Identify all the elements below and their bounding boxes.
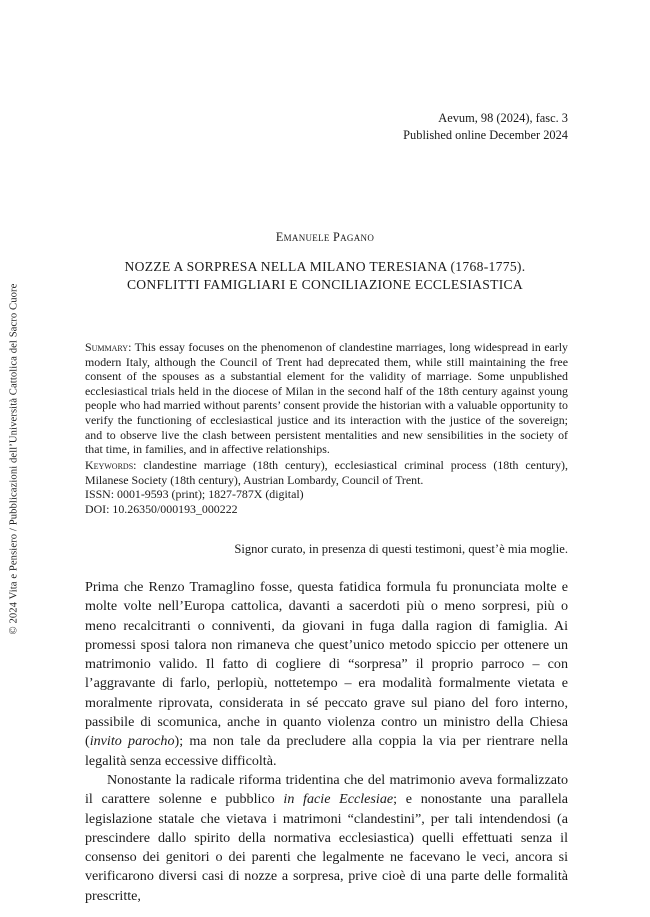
keywords-label: Keywords: <box>85 458 137 472</box>
keywords-section <box>85 458 568 516</box>
paragraph-1-text-a: Prima che Renzo Tramaglino fosse, questa fatidica formula fu pronunciata molte e molte volte nell’Europa cattolica, davanti a sacerdoti più o meno sorpresi, più o meno recalcitranti o conniventi, da giovani in fuga dalla ragion di famiglia. Ai promessi sposi talora non rimaneva che quest’unico metodo spiccio per ottenere un matrimonio valido. Il fatto di cogliere di “sorpresa” il proprio parroco – con l’aggravante di farlo, perlopiù, nottetempo – era modalità formalmente vietata e moralmente riprovata, considerata in sé peccato grave sul piano del foro interno, passibile di scomunica, anche in quanto violenza contro un ministro della Chiesa ( <box>85 579 568 750</box>
summary-abstract <box>85 340 568 457</box>
paragraph-2-text-b: ; e nonostante una parallela legislazione statale che vietava i matrimoni “clandestini”, per tali intendendosi (a prescindere dallo spirito della normativa ecclesiastica) quelli effettuati senza il consenso dei genitori o dei parenti che legalmente ne facevano le veci, ancora si verificarono diversi casi di nozze a sorpresa, prive cioè di una parte delle formalità prescritte, <box>85 791 568 904</box>
doi-line: DOI: 10.26350/000193_000222 <box>85 501 238 516</box>
author-name: Emanuele Pagano <box>275 230 375 244</box>
summary-text: This essay focuses on the phenomenon of clandestine marriages, long widespread in early modern Italy, although the Council of Trent had deprecated them, while still maintaining the free consent of the spouses as a substantial element for the validity of marriage. Some unpublished ecclesiastical trials held in the diocese of Milan in the second half of the 18th century against young people who had married without parents’ consent provide the historian with a valuable opportunity to verify the functioning of ecclesiastical justice and its interaction with the justice of the sovereign; and to observe live the clash between persistent mentalities and new sensibilities in the society of that time, in families, and in affective relationships. <box>85 340 568 457</box>
article-title <box>0 258 650 294</box>
summary-label: Summary: <box>85 340 132 354</box>
journal-issue: Aevum, 98 (2024), fasc. 3 <box>438 111 568 125</box>
keywords-line <box>85 458 568 487</box>
keywords-text: clandestine marriage (18th century), ecclesiastical criminal process (18th century), Milanese Society (18th century), Austrian Lombardy, Council of Trent. <box>85 458 568 487</box>
paragraph-1-text-b: ); ma non tale da precludere alla coppia la via per rientrare nella legalità senza eccessive difficoltà. <box>85 733 568 769</box>
publication-date: Published online December 2024 <box>403 128 568 142</box>
epigraph: Signor curato, in presenza di questi testimoni, quest’è mia moglie. <box>234 542 568 556</box>
journal-header <box>403 110 568 144</box>
copyright-text: © 2024 Vita e Pensiero / Pubblicazioni dell’Università Cattolica del Sacro Cuore <box>8 283 20 635</box>
paragraph-1 <box>85 578 568 771</box>
title-line-1: NOZZE A SORPRESA NELLA MILANO TERESIANA (1768-1775). <box>124 259 526 274</box>
title-line-2: CONFLITTI FAMIGLIARI E CONCILIAZIONE ECCLESIASTICA <box>126 277 524 292</box>
issn-line: ISSN: 0001-9593 (print); 1827-787X (digital) <box>85 487 304 502</box>
paragraph-2 <box>85 771 568 906</box>
paragraph-1-italic: invito parocho <box>89 733 175 750</box>
paragraph-2-text-a: Nonostante la radicale riforma tridentina che del matrimonio aveva formalizzato il carattere solenne e pubblico <box>85 771 568 808</box>
paragraph-2-italic: in facie Ecclesiae <box>283 791 394 808</box>
body-text <box>85 578 568 906</box>
